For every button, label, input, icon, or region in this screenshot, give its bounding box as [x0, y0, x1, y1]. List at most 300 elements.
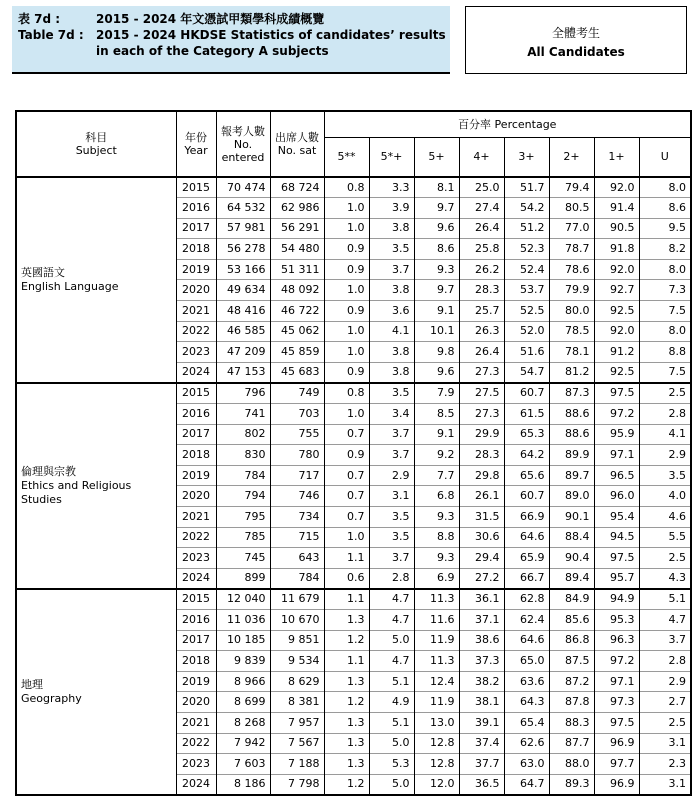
year-header-en: Year — [184, 144, 208, 157]
subject-cell — [16, 177, 176, 383]
percentage-cell: 60.7 — [504, 383, 549, 404]
year-cell: 2023 — [176, 754, 216, 775]
percentage-cell: 1.1 — [324, 548, 369, 569]
sat-cell: 45 859 — [270, 342, 324, 363]
percentage-cell: 3.9 — [369, 198, 414, 219]
year-cell: 2024 — [176, 362, 216, 383]
percentage-cell: 38.6 — [459, 630, 504, 651]
percentage-cell: 91.8 — [594, 239, 639, 260]
percentage-cell: 80.0 — [549, 301, 594, 322]
header-row-top — [16, 111, 691, 137]
subject-header-en: Subject — [75, 144, 117, 157]
percentage-cell: 3.8 — [369, 218, 414, 239]
subject-name-en: Geography — [21, 691, 82, 705]
percentage-cell: 3.4 — [369, 404, 414, 425]
entered-cell: 830 — [216, 445, 270, 466]
entered-cell: 64 532 — [216, 198, 270, 219]
percentage-cell: 9.1 — [414, 301, 459, 322]
sat-cell: 780 — [270, 445, 324, 466]
percentage-cell: 79.9 — [549, 280, 594, 301]
percentage-cell: 65.0 — [504, 651, 549, 672]
percentage-cell: 4.1 — [369, 321, 414, 342]
percentage-cell: 5.3 — [369, 754, 414, 775]
percentage-cell: 8.8 — [639, 342, 691, 363]
candidates-zh: 全體考生 — [551, 26, 600, 40]
percentage-cell: 37.4 — [459, 733, 504, 754]
year-header — [176, 111, 216, 177]
percentage-cell: 65.9 — [504, 548, 549, 569]
year-cell: 2024 — [176, 568, 216, 589]
percentage-cell: 63.6 — [504, 671, 549, 692]
percentage-cell: 38.1 — [459, 692, 504, 713]
sat-cell: 734 — [270, 507, 324, 528]
year-cell: 2022 — [176, 321, 216, 342]
percentage-cell: 63.0 — [504, 754, 549, 775]
year-cell: 2018 — [176, 445, 216, 466]
year-cell: 2023 — [176, 342, 216, 363]
title-en-label: Table 7d : — [18, 28, 84, 42]
sat-cell: 784 — [270, 568, 324, 589]
percentage-cell: 11.3 — [414, 651, 459, 672]
subject-header — [16, 111, 176, 177]
percentage-cell: 0.8 — [324, 177, 369, 198]
percentage-cell: 1.2 — [324, 692, 369, 713]
entered-cell: 8 186 — [216, 774, 270, 795]
percentage-cell: 65.6 — [504, 465, 549, 486]
entered-cell: 11 036 — [216, 609, 270, 630]
percentage-cell: 91.4 — [594, 198, 639, 219]
sat-cell: 51 311 — [270, 259, 324, 280]
percentage-cell: 88.6 — [549, 424, 594, 445]
grade-header: 5+ — [414, 137, 459, 177]
percentage-cell: 97.5 — [594, 548, 639, 569]
percentage-cell: 54.7 — [504, 362, 549, 383]
percentage-cell: 30.6 — [459, 527, 504, 548]
percentage-cell: 3.7 — [369, 445, 414, 466]
percentage-cell: 52.0 — [504, 321, 549, 342]
percentage-cell: 92.0 — [594, 259, 639, 280]
percentage-cell: 37.3 — [459, 651, 504, 672]
percentage-cell: 88.6 — [549, 404, 594, 425]
percentage-cell: 3.6 — [369, 301, 414, 322]
table-row — [16, 589, 691, 610]
sat-cell: 56 291 — [270, 218, 324, 239]
percentage-cell: 27.4 — [459, 198, 504, 219]
percentage-cell: 7.9 — [414, 383, 459, 404]
candidates-en: All Candidates — [527, 45, 625, 59]
percentage-cell: 87.5 — [549, 651, 594, 672]
entered-cell: 795 — [216, 507, 270, 528]
year-cell: 2019 — [176, 465, 216, 486]
entered-cell: 7 942 — [216, 733, 270, 754]
sat-cell: 643 — [270, 548, 324, 569]
subject-cell — [16, 383, 176, 589]
sat-header — [270, 111, 324, 177]
percentage-cell: 97.5 — [594, 383, 639, 404]
sat-cell: 9 534 — [270, 651, 324, 672]
percentage-cell: 27.3 — [459, 404, 504, 425]
percentage-cell: 97.3 — [594, 692, 639, 713]
entered-cell: 7 603 — [216, 754, 270, 775]
percentage-cell: 94.9 — [594, 589, 639, 610]
percentage-cell: 26.4 — [459, 218, 504, 239]
percentage-cell: 97.1 — [594, 445, 639, 466]
percentage-cell: 92.0 — [594, 321, 639, 342]
entered-cell: 794 — [216, 486, 270, 507]
percentage-cell: 36.5 — [459, 774, 504, 795]
percentage-cell: 4.1 — [639, 424, 691, 445]
percentage-cell: 4.9 — [369, 692, 414, 713]
sat-cell: 715 — [270, 527, 324, 548]
percentage-cell: 25.7 — [459, 301, 504, 322]
percentage-cell: 7.7 — [414, 465, 459, 486]
percentage-cell: 25.0 — [459, 177, 504, 198]
percentage-cell: 3.7 — [369, 259, 414, 280]
sat-cell: 8 381 — [270, 692, 324, 713]
percentage-cell: 1.0 — [324, 321, 369, 342]
percentage-cell: 52.3 — [504, 239, 549, 260]
entered-cell: 48 416 — [216, 301, 270, 322]
percentage-cell: 4.7 — [639, 609, 691, 630]
entered-header-en: No. entered — [221, 137, 265, 164]
percentage-cell: 29.4 — [459, 548, 504, 569]
percentage-cell: 64.2 — [504, 445, 549, 466]
percentage-cell: 7.5 — [639, 362, 691, 383]
title-en-line1: 2015 - 2024 HKDSE Statistics of candidates’ results — [96, 28, 446, 42]
percentage-cell: 9.1 — [414, 424, 459, 445]
percentage-cell: 26.2 — [459, 259, 504, 280]
percentage-cell: 4.3 — [639, 568, 691, 589]
subject-name-zh: 英國語文 — [21, 265, 65, 279]
sat-cell: 54 480 — [270, 239, 324, 260]
percentage-cell: 9.6 — [414, 362, 459, 383]
table-title-box — [12, 6, 450, 74]
percentage-cell: 92.7 — [594, 280, 639, 301]
percentage-cell: 1.0 — [324, 218, 369, 239]
percentage-cell: 51.7 — [504, 177, 549, 198]
year-cell: 2021 — [176, 301, 216, 322]
grade-header: 4+ — [459, 137, 504, 177]
year-cell: 2020 — [176, 280, 216, 301]
sat-cell: 46 722 — [270, 301, 324, 322]
sat-cell: 68 724 — [270, 177, 324, 198]
year-cell: 2020 — [176, 692, 216, 713]
percentage-cell: 89.4 — [549, 568, 594, 589]
percentage-cell: 3.5 — [639, 465, 691, 486]
percentage-cell: 89.9 — [549, 445, 594, 466]
percentage-cell: 96.9 — [594, 774, 639, 795]
sat-cell: 45 062 — [270, 321, 324, 342]
sat-cell: 11 679 — [270, 589, 324, 610]
percentage-cell: 3.7 — [639, 630, 691, 651]
percentage-cell: 1.0 — [324, 280, 369, 301]
year-cell: 2022 — [176, 733, 216, 754]
percentage-cell: 97.2 — [594, 651, 639, 672]
sat-cell: 746 — [270, 486, 324, 507]
entered-cell: 785 — [216, 527, 270, 548]
percentage-cell: 2.5 — [639, 712, 691, 733]
percentage-cell: 3.5 — [369, 239, 414, 260]
percentage-cell: 0.7 — [324, 465, 369, 486]
year-cell: 2018 — [176, 239, 216, 260]
percentage-cell: 1.1 — [324, 651, 369, 672]
percentage-cell: 2.8 — [639, 651, 691, 672]
percentage-cell: 95.7 — [594, 568, 639, 589]
percentage-cell: 9.8 — [414, 342, 459, 363]
year-cell: 2017 — [176, 218, 216, 239]
percentage-cell: 28.3 — [459, 280, 504, 301]
percentage-cell: 64.3 — [504, 692, 549, 713]
percentage-cell: 64.6 — [504, 630, 549, 651]
percentage-cell: 1.2 — [324, 774, 369, 795]
percentage-cell: 8.2 — [639, 239, 691, 260]
percentage-cell: 36.1 — [459, 589, 504, 610]
percentage-cell: 37.1 — [459, 609, 504, 630]
entered-cell: 56 278 — [216, 239, 270, 260]
year-cell: 2017 — [176, 630, 216, 651]
percentage-cell: 13.0 — [414, 712, 459, 733]
entered-cell: 46 585 — [216, 321, 270, 342]
percentage-cell: 1.2 — [324, 630, 369, 651]
percentage-cell: 1.3 — [324, 733, 369, 754]
percentage-cell: 9.3 — [414, 507, 459, 528]
percentage-cell: 8.0 — [639, 259, 691, 280]
percentage-cell: 96.9 — [594, 733, 639, 754]
entered-cell: 796 — [216, 383, 270, 404]
percentage-cell: 9.5 — [639, 218, 691, 239]
sat-cell: 10 670 — [270, 609, 324, 630]
percentage-cell: 8.6 — [414, 239, 459, 260]
entered-cell: 47 209 — [216, 342, 270, 363]
percentage-cell: 4.7 — [369, 651, 414, 672]
entered-cell: 53 166 — [216, 259, 270, 280]
percentage-cell: 1.0 — [324, 342, 369, 363]
percentage-cell: 2.8 — [639, 404, 691, 425]
percentage-cell: 8.1 — [414, 177, 459, 198]
percentage-cell: 95.3 — [594, 609, 639, 630]
results-body — [16, 177, 691, 795]
percentage-cell: 8.0 — [639, 177, 691, 198]
percentage-cell: 3.1 — [639, 774, 691, 795]
percentage-cell: 52.4 — [504, 259, 549, 280]
percentage-cell: 0.9 — [324, 362, 369, 383]
percentage-cell: 11.9 — [414, 692, 459, 713]
grade-header: 3+ — [504, 137, 549, 177]
year-header-zh: 年份 — [185, 131, 207, 144]
grade-header: 5*+ — [369, 137, 414, 177]
percentage-cell: 6.9 — [414, 568, 459, 589]
percentage-cell: 87.7 — [549, 733, 594, 754]
percentage-cell: 62.8 — [504, 589, 549, 610]
sat-cell: 45 683 — [270, 362, 324, 383]
subject-cell — [16, 589, 176, 795]
title-zh-label: 表 7d : — [18, 12, 61, 26]
year-cell: 2021 — [176, 712, 216, 733]
percentage-cell: 2.9 — [639, 671, 691, 692]
percentage-cell: 3.5 — [369, 527, 414, 548]
percentage-cell: 95.9 — [594, 424, 639, 445]
percentage-cell: 12.0 — [414, 774, 459, 795]
year-cell: 2022 — [176, 527, 216, 548]
percentage-cell: 87.2 — [549, 671, 594, 692]
year-cell: 2021 — [176, 507, 216, 528]
percentage-cell: 3.8 — [369, 362, 414, 383]
subject-name-en: Ethics and Religious Studies — [21, 478, 132, 506]
percentage-cell: 12.8 — [414, 754, 459, 775]
percentage-cell: 8.8 — [414, 527, 459, 548]
percentage-cell: 97.5 — [594, 712, 639, 733]
percentage-cell: 3.5 — [369, 383, 414, 404]
sat-cell: 755 — [270, 424, 324, 445]
percentage-cell: 84.9 — [549, 589, 594, 610]
percentage-cell: 3.1 — [639, 733, 691, 754]
year-cell: 2016 — [176, 404, 216, 425]
percentage-cell: 89.7 — [549, 465, 594, 486]
percentage-cell: 7.5 — [639, 301, 691, 322]
percentage-cell: 0.8 — [324, 383, 369, 404]
percentage-cell: 8.0 — [639, 321, 691, 342]
sat-cell: 7 188 — [270, 754, 324, 775]
percentage-cell: 52.5 — [504, 301, 549, 322]
percentage-cell: 51.2 — [504, 218, 549, 239]
percentage-cell: 9.2 — [414, 445, 459, 466]
sat-cell: 717 — [270, 465, 324, 486]
percentage-cell: 77.0 — [549, 218, 594, 239]
percentage-cell: 3.7 — [369, 424, 414, 445]
percentage-cell: 2.7 — [639, 692, 691, 713]
percentage-cell: 27.2 — [459, 568, 504, 589]
year-cell: 2015 — [176, 383, 216, 404]
percentage-cell: 94.5 — [594, 527, 639, 548]
percentage-cell: 90.4 — [549, 548, 594, 569]
percentage-cell: 88.3 — [549, 712, 594, 733]
percentage-cell: 2.8 — [369, 568, 414, 589]
year-cell: 2016 — [176, 198, 216, 219]
percentage-cell: 38.2 — [459, 671, 504, 692]
percentage-cell: 78.1 — [549, 342, 594, 363]
percentage-cell: 5.1 — [639, 589, 691, 610]
year-cell: 2020 — [176, 486, 216, 507]
year-cell: 2016 — [176, 609, 216, 630]
table-row — [16, 177, 691, 198]
title-zh: 2015 - 2024 年文憑試甲類學科成績概覽 — [96, 12, 325, 26]
percentage-cell: 88.0 — [549, 754, 594, 775]
percentage-cell: 66.9 — [504, 507, 549, 528]
percentage-cell: 92.5 — [594, 301, 639, 322]
sat-cell: 62 986 — [270, 198, 324, 219]
percentage-cell: 6.8 — [414, 486, 459, 507]
percentage-cell: 97.1 — [594, 671, 639, 692]
entered-cell: 899 — [216, 568, 270, 589]
percentage-cell: 1.3 — [324, 712, 369, 733]
percentage-cell: 26.1 — [459, 486, 504, 507]
sat-cell: 9 851 — [270, 630, 324, 651]
percentage-cell: 8.5 — [414, 404, 459, 425]
entered-cell: 47 153 — [216, 362, 270, 383]
entered-cell: 57 981 — [216, 218, 270, 239]
percentage-cell: 89.0 — [549, 486, 594, 507]
percentage-cell: 9.3 — [414, 259, 459, 280]
percentage-cell: 4.0 — [639, 486, 691, 507]
percentage-cell: 11.3 — [414, 589, 459, 610]
year-cell: 2019 — [176, 259, 216, 280]
percentage-cell: 2.3 — [639, 754, 691, 775]
percentage-cell: 96.5 — [594, 465, 639, 486]
percentage-cell: 3.8 — [369, 280, 414, 301]
sat-header-zh: 出席人數 — [275, 131, 319, 144]
entered-cell: 70 474 — [216, 177, 270, 198]
percentage-cell: 1.0 — [324, 198, 369, 219]
percentage-cell: 86.8 — [549, 630, 594, 651]
percentage-cell: 87.3 — [549, 383, 594, 404]
sat-cell: 703 — [270, 404, 324, 425]
percentage-cell: 12.4 — [414, 671, 459, 692]
subject-name-en: English Language — [21, 279, 119, 293]
entered-cell: 802 — [216, 424, 270, 445]
percentage-cell: 26.4 — [459, 342, 504, 363]
year-cell: 2015 — [176, 589, 216, 610]
percentage-cell: 54.2 — [504, 198, 549, 219]
percentage-cell: 27.5 — [459, 383, 504, 404]
year-cell: 2023 — [176, 548, 216, 569]
percentage-cell: 92.5 — [594, 362, 639, 383]
percentage-cell: 96.0 — [594, 486, 639, 507]
percentage-cell: 1.0 — [324, 527, 369, 548]
percentage-cell: 97.7 — [594, 754, 639, 775]
entered-cell: 8 268 — [216, 712, 270, 733]
percentage-cell: 1.3 — [324, 754, 369, 775]
entered-cell: 741 — [216, 404, 270, 425]
percentage-cell: 62.6 — [504, 733, 549, 754]
percentage-cell: 65.4 — [504, 712, 549, 733]
percentage-cell: 90.5 — [594, 218, 639, 239]
percentage-cell: 5.0 — [369, 630, 414, 651]
percentage-cell: 10.1 — [414, 321, 459, 342]
percentage-cell: 0.9 — [324, 445, 369, 466]
percentage-cell: 9.7 — [414, 198, 459, 219]
year-cell: 2024 — [176, 774, 216, 795]
percentage-cell: 0.9 — [324, 301, 369, 322]
percentage-cell: 61.5 — [504, 404, 549, 425]
percentage-cell: 9.3 — [414, 548, 459, 569]
percentage-cell: 28.3 — [459, 445, 504, 466]
entered-cell: 49 634 — [216, 280, 270, 301]
percentage-cell: 66.7 — [504, 568, 549, 589]
sat-cell: 7 798 — [270, 774, 324, 795]
percentage-cell: 3.3 — [369, 177, 414, 198]
percentage-cell: 1.1 — [324, 589, 369, 610]
percentage-cell: 0.9 — [324, 239, 369, 260]
table-row — [16, 383, 691, 404]
entered-cell: 8 966 — [216, 671, 270, 692]
percentage-cell: 4.7 — [369, 609, 414, 630]
year-cell: 2018 — [176, 651, 216, 672]
percentage-cell: 65.3 — [504, 424, 549, 445]
percentage-cell: 25.8 — [459, 239, 504, 260]
sat-cell: 7 567 — [270, 733, 324, 754]
percentage-cell: 31.5 — [459, 507, 504, 528]
grade-header: 2+ — [549, 137, 594, 177]
percentage-cell: 53.7 — [504, 280, 549, 301]
grade-header: 5** — [324, 137, 369, 177]
entered-cell: 10 185 — [216, 630, 270, 651]
percentage-cell: 11.9 — [414, 630, 459, 651]
percentage-cell: 2.9 — [639, 445, 691, 466]
percentage-cell: 27.3 — [459, 362, 504, 383]
percentage-cell: 79.4 — [549, 177, 594, 198]
percentage-cell: 0.9 — [324, 259, 369, 280]
percentage-cell: 88.4 — [549, 527, 594, 548]
